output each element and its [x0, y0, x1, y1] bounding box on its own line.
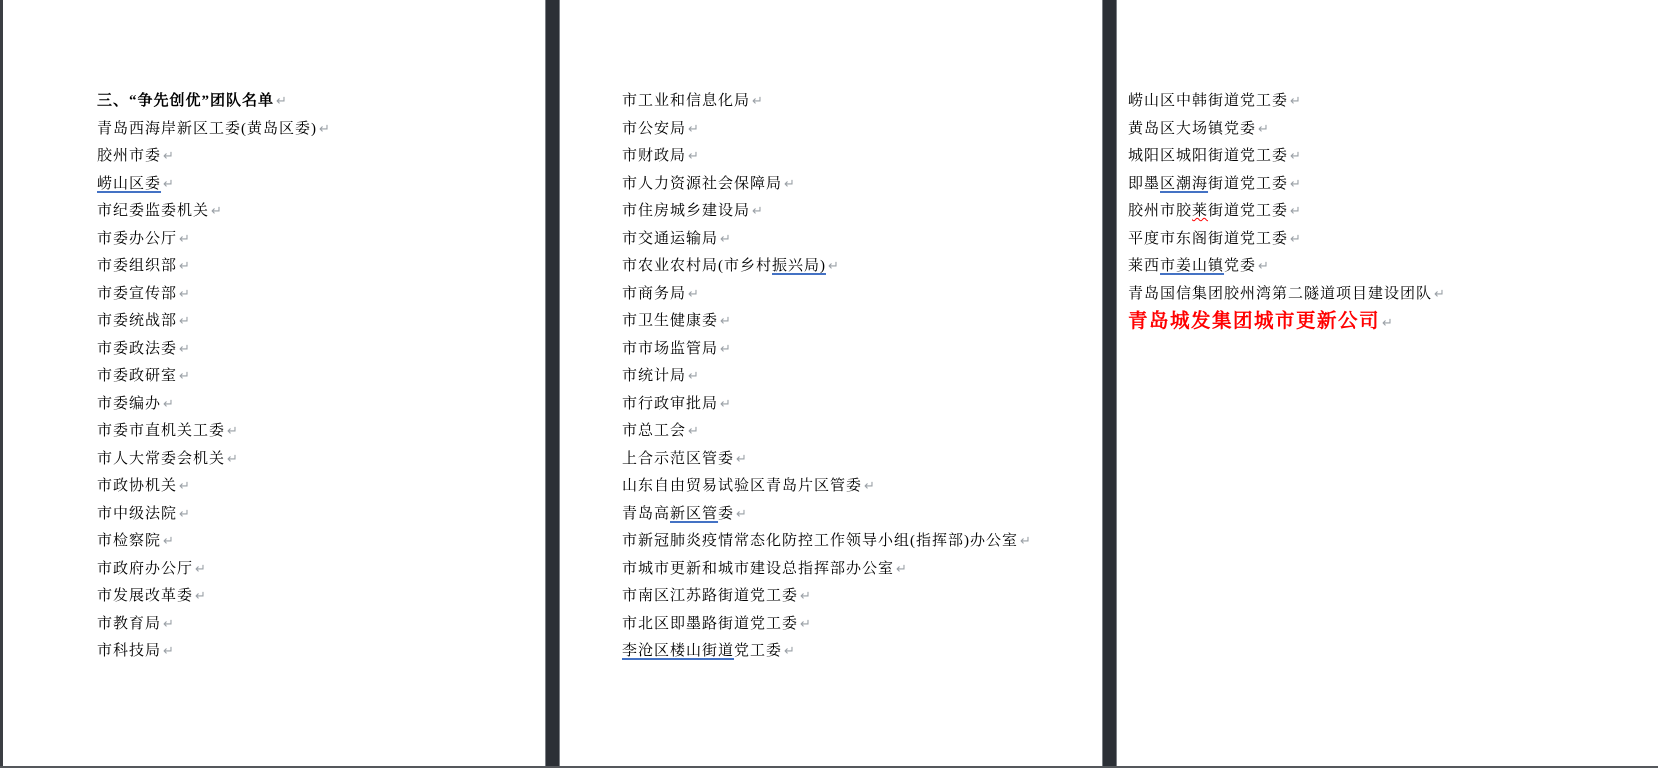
document-line[interactable] [622, 198, 1031, 226]
text-segment: 平度市东阁街道党工委 [1128, 230, 1289, 247]
text-segment: 市委编办 [97, 395, 162, 412]
document-line[interactable] [1128, 171, 1445, 199]
text-segment: 市农业农村局(市乡村 [622, 258, 772, 274]
document-line[interactable] [97, 281, 330, 309]
text-segment: 市政协机关 [97, 478, 178, 494]
text-segment: 市住房城乡建设局 [622, 203, 751, 219]
document-line[interactable] [622, 583, 1031, 611]
text-segment: 委 [718, 505, 735, 522]
paragraph-mark-icon: ↵ [1258, 259, 1269, 274]
paragraph-mark-icon: ↵ [195, 561, 206, 577]
document-line[interactable] [622, 336, 1031, 364]
text-segment: 市南区江苏路街道党工委 [622, 588, 799, 604]
document-line[interactable] [1128, 116, 1445, 144]
paragraph-mark-icon: ↵ [179, 506, 190, 522]
text-segment: 市教育局 [97, 615, 162, 632]
text-segment: 市财政局 [622, 148, 687, 164]
paragraph-mark-icon: ↵ [1290, 149, 1301, 164]
text-segment: 市委统战部 [97, 313, 178, 329]
document-line[interactable] [622, 446, 1031, 474]
paragraph-mark-icon: ↵ [784, 644, 795, 659]
paragraph-mark-icon: ↵ [736, 451, 747, 467]
paragraph-mark-icon: ↵ [1290, 94, 1301, 109]
text-segment: 振兴局) [772, 258, 826, 274]
document-line[interactable] [622, 253, 1031, 281]
text-segment: 市委组织部 [97, 258, 178, 274]
text-segment: 市卫生健康委 [622, 313, 719, 329]
text-segment: 青岛西海岸新区工委(黄岛区委) [97, 120, 317, 137]
document-line[interactable] [97, 473, 330, 501]
document-line[interactable] [1128, 198, 1445, 226]
page-separator-1 [545, 0, 560, 768]
document-line[interactable] [97, 556, 330, 584]
document-line[interactable] [622, 473, 1031, 501]
document-line[interactable] [97, 446, 330, 474]
text-segment: 党委 [1224, 258, 1257, 274]
paragraph-mark-icon: ↵ [163, 149, 174, 164]
text-segment: 市检察院 [97, 533, 162, 549]
paragraph-mark-icon: ↵ [1290, 231, 1301, 247]
text-segment: 市行政审批局 [622, 395, 719, 412]
document-line[interactable] [97, 226, 330, 254]
text-segment: 新区管 [670, 505, 719, 522]
document-line[interactable] [97, 638, 330, 666]
text-segment: 市姜山镇 [1160, 258, 1225, 274]
text-segment: 市总工会 [622, 423, 687, 439]
paragraph-mark-icon: ↵ [720, 314, 731, 329]
text-segment: 街道党工委 [1208, 203, 1289, 219]
document-line[interactable] [97, 308, 330, 336]
document-line[interactable] [97, 198, 330, 226]
document-line[interactable] [1128, 253, 1445, 281]
text-segment: 市委宣传部 [97, 285, 178, 302]
text-segment: 市市场监管局 [622, 340, 719, 357]
document-line[interactable] [622, 143, 1031, 171]
text-segment: 市公安局 [622, 120, 687, 137]
paragraph-mark-icon: ↵ [688, 286, 699, 302]
text-segment: 市新冠肺炎疫情常态化防控工作领导小组(指挥部)办公室 [622, 533, 1018, 549]
text-segment: 市人力资源社会保障局 [622, 175, 783, 192]
document-line[interactable] [97, 611, 330, 639]
page-3[interactable] [1117, 0, 1658, 768]
document-line[interactable] [622, 556, 1031, 584]
text-segment: 党工委 [734, 643, 783, 659]
document-line[interactable] [97, 171, 330, 199]
document-line[interactable] [622, 418, 1031, 446]
paragraph-mark-icon: ↵ [163, 176, 174, 192]
paragraph-mark-icon: ↵ [720, 231, 731, 247]
paragraph-mark-icon: ↵ [163, 644, 174, 659]
paragraph-mark-icon: ↵ [1020, 534, 1031, 549]
text-segment: 山东自由贸易试验区青岛片区管委 [622, 478, 863, 494]
document-line[interactable] [622, 638, 1031, 666]
page-1[interactable] [3, 0, 545, 768]
paragraph-mark-icon: ↵ [179, 314, 190, 329]
text-segment: 市科技局 [97, 643, 162, 659]
text-segment: 青岛城发集团城市更新公司 [1128, 311, 1381, 332]
text-segment: 胶州市委 [97, 148, 162, 164]
page-3-content [1128, 88, 1445, 336]
document-line[interactable] [97, 363, 330, 391]
document-line[interactable] [97, 143, 330, 171]
document-line[interactable] [1128, 88, 1445, 116]
text-segment: 三、“争先创优”团队名单 [97, 93, 275, 109]
document-line[interactable] [622, 226, 1031, 254]
document-line[interactable] [1128, 308, 1445, 336]
text-segment: 上合示范区管委 [622, 450, 735, 467]
page-separator-2 [1102, 0, 1117, 768]
text-segment: 市城市更新和城市建设总指挥部办公室 [622, 560, 895, 577]
page-1-content [97, 88, 330, 666]
document-line[interactable] [622, 501, 1031, 529]
paragraph-mark-icon: ↵ [179, 341, 190, 357]
document-line[interactable] [97, 391, 330, 419]
paragraph-mark-icon: ↵ [784, 176, 795, 192]
paragraph-mark-icon: ↵ [227, 451, 238, 467]
text-segment: 青岛高 [622, 505, 671, 522]
document-line[interactable] [622, 116, 1031, 144]
document-line[interactable] [622, 88, 1031, 116]
paragraph-mark-icon: ↵ [276, 94, 287, 109]
paragraph-mark-icon: ↵ [688, 369, 699, 384]
document-line[interactable] [622, 611, 1031, 639]
paragraph-mark-icon: ↵ [319, 121, 330, 137]
text-segment: 市纪委监委机关 [97, 203, 210, 219]
text-segment: 街道党工委 [1208, 175, 1289, 192]
paragraph-mark-icon: ↵ [1382, 316, 1393, 331]
text-segment: 黄岛区大场镇党委 [1128, 120, 1257, 137]
text-segment: 市交通运输局 [622, 230, 719, 247]
text-segment: 莱 [1192, 203, 1209, 219]
paragraph-mark-icon: ↵ [800, 589, 811, 604]
text-segment: 青岛国信集团胶州湾第二隧道项目建设团队 [1128, 285, 1433, 302]
text-segment: 市发展改革委 [97, 588, 194, 604]
document-line[interactable] [97, 88, 330, 116]
paragraph-mark-icon: ↵ [800, 616, 811, 632]
document-line[interactable] [622, 308, 1031, 336]
text-segment: 胶州市胶 [1128, 203, 1193, 219]
document-line[interactable] [97, 336, 330, 364]
paragraph-mark-icon: ↵ [828, 259, 839, 274]
paragraph-mark-icon: ↵ [179, 369, 190, 384]
paragraph-mark-icon: ↵ [1290, 204, 1301, 219]
paragraph-mark-icon: ↵ [179, 286, 190, 302]
document-line[interactable] [1128, 281, 1445, 309]
document-line[interactable] [1128, 226, 1445, 254]
paragraph-mark-icon: ↵ [1434, 286, 1445, 302]
paragraph-mark-icon: ↵ [688, 149, 699, 164]
document-line[interactable] [97, 418, 330, 446]
text-segment: 市人大常委会机关 [97, 450, 226, 467]
document-line[interactable] [97, 253, 330, 281]
text-segment: 市委市直机关工委 [97, 423, 226, 439]
text-segment: 市商务局 [622, 285, 687, 302]
text-segment: 市工业和信息化局 [622, 93, 751, 109]
paragraph-mark-icon: ↵ [736, 506, 747, 522]
paragraph-mark-icon: ↵ [720, 396, 731, 412]
paragraph-mark-icon: ↵ [179, 479, 190, 494]
text-segment: 市政府办公厅 [97, 560, 194, 577]
page-2[interactable] [560, 0, 1102, 768]
text-segment: 市委办公厅 [97, 230, 178, 247]
text-segment: 李沧区楼山街道 [622, 643, 735, 659]
text-segment: 崂山区委 [97, 175, 162, 192]
paragraph-mark-icon: ↵ [227, 424, 238, 439]
document-line[interactable] [1128, 143, 1445, 171]
paragraph-mark-icon: ↵ [752, 94, 763, 109]
document-line[interactable] [97, 116, 330, 144]
text-segment: 市统计局 [622, 368, 687, 384]
paragraph-mark-icon: ↵ [896, 561, 907, 577]
document-line[interactable] [622, 391, 1031, 419]
text-segment: 市北区即墨路街道党工委 [622, 615, 799, 632]
text-segment: 即墨 [1128, 175, 1161, 192]
paragraph-mark-icon: ↵ [720, 341, 731, 357]
paragraph-mark-icon: ↵ [163, 616, 174, 632]
paragraph-mark-icon: ↵ [688, 121, 699, 137]
paragraph-mark-icon: ↵ [195, 589, 206, 604]
paragraph-mark-icon: ↵ [163, 396, 174, 412]
paragraph-mark-icon: ↵ [163, 534, 174, 549]
paragraph-mark-icon: ↵ [211, 204, 222, 219]
document-line[interactable] [622, 528, 1031, 556]
paragraph-mark-icon: ↵ [179, 259, 190, 274]
text-segment: 莱西 [1128, 258, 1161, 274]
document-line[interactable] [622, 171, 1031, 199]
document-line[interactable] [622, 363, 1031, 391]
text-segment: 崂山区中韩街道党工委 [1128, 93, 1289, 109]
document-line[interactable] [97, 583, 330, 611]
text-segment: 城阳区城阳街道党工委 [1128, 148, 1289, 164]
paragraph-mark-icon: ↵ [752, 204, 763, 219]
document-line[interactable] [97, 528, 330, 556]
text-segment: 市委政研室 [97, 368, 178, 384]
text-segment: 区潮海 [1160, 175, 1209, 192]
paragraph-mark-icon: ↵ [1258, 121, 1269, 137]
document-line[interactable] [97, 501, 330, 529]
paragraph-mark-icon: ↵ [688, 424, 699, 439]
paragraph-mark-icon: ↵ [864, 479, 875, 494]
page-2-content [622, 88, 1031, 666]
text-segment: 市中级法院 [97, 505, 178, 522]
paragraph-mark-icon: ↵ [179, 231, 190, 247]
document-line[interactable] [622, 281, 1031, 309]
paragraph-mark-icon: ↵ [1290, 176, 1301, 192]
text-segment: 市委政法委 [97, 340, 178, 357]
